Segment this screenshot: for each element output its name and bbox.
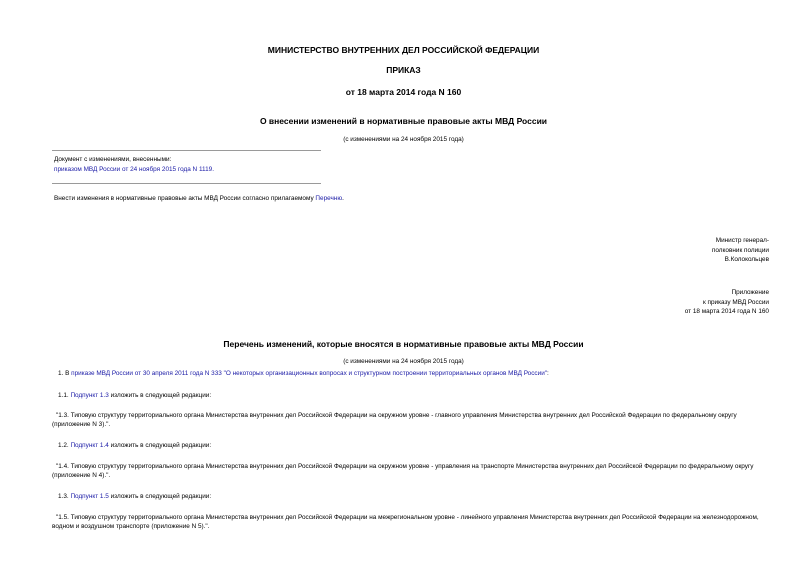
item-1-3 (58, 492, 778, 501)
signature-block (712, 236, 769, 265)
list-revision-note: (с изменениями на 24 ноября 2015 года) (343, 358, 464, 365)
divider-top (52, 150, 321, 151)
item-1-3-text: "1.5. Типовую структуру территориального органа Министерства внутренних дел Российской Федерации на межрегиональном уровне - линейного управления Министерства внутренних дел Российской Федерации на железнодорожном, водном и воздушном транспорте (приложение N 5).". (52, 514, 759, 531)
divider-bottom (52, 183, 321, 184)
appendix-block (685, 288, 769, 317)
item-1-3-link[interactable]: Подпункт 1.5 (70, 493, 109, 500)
changes-label: Документ с изменениями, внесенными: (54, 156, 172, 163)
doc-date: от 18 марта 2014 года N 160 (345, 87, 462, 97)
item-1-1-prefix: 1.1. (58, 392, 71, 399)
doc-type: ПРИКАЗ (386, 65, 421, 75)
intro-link[interactable]: Перечню (315, 195, 343, 202)
appendix-line-2: к приказу МВД России (702, 298, 769, 306)
doc-title: О внесении изменений в нормативные правовые акты МВД России (259, 116, 548, 126)
item-1-2-prefix: 1.2. (58, 442, 71, 449)
intro-text-end: . (342, 195, 344, 202)
appendix-line-3: от 18 марта 2014 года N 160 (684, 308, 769, 315)
item-1-3-suffix: изложить в следующей редакции: (108, 493, 212, 500)
ministry-title: МИНИСТЕРСТВО ВНУТРЕННИХ ДЕЛ РОССИЙСКОЙ ФЕДЕРАЦИИ (267, 45, 540, 55)
intro-text (54, 195, 344, 202)
changes-link[interactable]: приказом МВД России от 24 ноября 2015 года N 1119. (54, 166, 214, 173)
revision-note: (с изменениями на 24 ноября 2015 года) (343, 136, 464, 143)
item-1-1 (58, 391, 778, 400)
item-1-1-text: "1.3. Типовую структуру территориального органа Министерства внутренних дел Российской Федерации на окружном уровне - главного управления Министерства внутренних дел Российской Федерации по федеральному округу (приложение N 3).". (52, 412, 737, 429)
item-1-2-suffix: изложить в следующей редакции: (108, 442, 212, 449)
item-1-1-link[interactable]: Подпункт 1.3 (70, 392, 109, 399)
appendix-line-1: Приложение (731, 289, 769, 296)
intro-text-body: Внести изменения в нормативные правовые акты МВД России согласно прилагаемому (54, 195, 316, 202)
item-1-2-link[interactable]: Подпункт 1.4 (70, 442, 109, 449)
item-1-2-text: "1.4. Типовую структуру территориального органа Министерства внутренних дел Российской Федерации на окружном уровне - управления на транспорте Министерства внутренних дел Российской Федерации по федеральному округу (приложение N 4).". (52, 463, 754, 480)
item-1-suffix: : (547, 370, 549, 377)
signature-line-2: полковник полиции (711, 246, 769, 254)
item-1-prefix: 1. В (58, 370, 72, 377)
item-1 (58, 369, 778, 378)
signature-line-1: Министр генерал- (715, 237, 769, 244)
item-1-1-suffix: изложить в следующей редакции: (108, 392, 212, 399)
signature-line-3: В.Колокольцев (724, 256, 769, 263)
item-1-3-prefix: 1.3. (58, 493, 71, 500)
item-1-2 (58, 441, 778, 450)
item-1-link[interactable]: приказе МВД России от 30 апреля 2011 года N 333 "О некоторых организационных вопросах и структурном построении территориальных органов МВД России" (71, 370, 548, 377)
list-title: Перечень изменений, которые вносятся в нормативные правовые акты МВД России (223, 339, 584, 349)
